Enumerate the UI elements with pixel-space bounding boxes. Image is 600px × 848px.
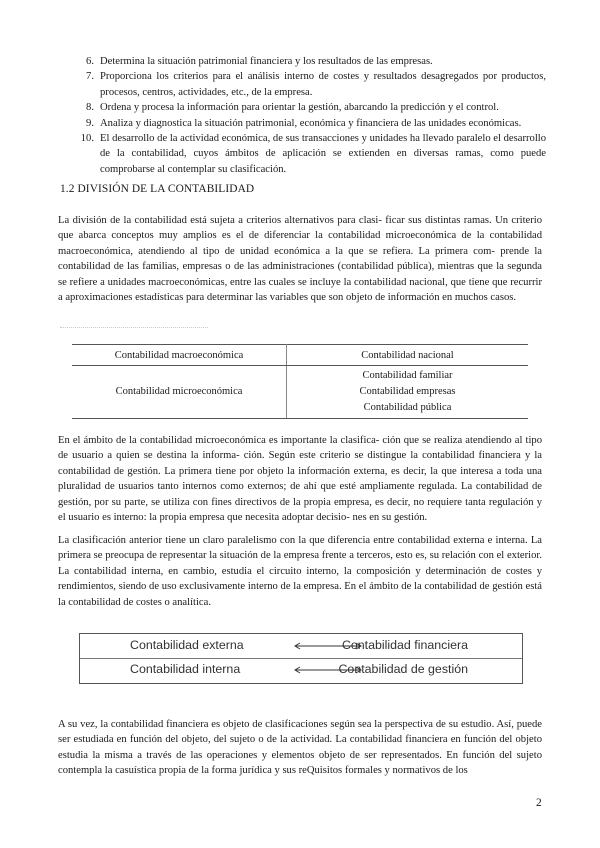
- list-item-text: Ordena y procesa la información para orientar la gestión, abarcando la predicción y el control.: [100, 102, 499, 114]
- list-item: [76, 131, 546, 177]
- paragraph-division: La división de la contabilidad está sujeta a criterios alternativos para clasi- ficar sus distintas ramas. Un criterio que abarca conceptos muy amplios es el de diferenciar la contabilidad microeconómica de la contabilidad macroeconómica, atendiendo al tipo de unidad económica a la que se refiera. La primera com- prende la contabilidad de las familias, empresas o de las administraciones (contabilidad pública), mientras que la segunda se refiere a unidades macroeconómicas, entre las cuales se incluye la contabilidad nacional, que tiene que recurrir a aproximaciones estadísticas para determinar las variables que son objeto de información en muchos casos.: [58, 215, 542, 304]
- numbered-list: [76, 54, 546, 177]
- table-cell-micro-values: [287, 366, 529, 419]
- table-row: [72, 366, 528, 419]
- list-item: [76, 116, 546, 131]
- cell-externa: Contabilidad externa: [130, 638, 244, 652]
- list-item-text: El desarrollo de la actividad económica, de sus transacciones y unidades ha llevado paralelo el desarrollo de la contabilidad, cuyos ámbitos de aplicación se extienden en diversas ramas, como puede comprobarse al contemplar su clasificación.: [100, 133, 546, 175]
- table-cell-macro-value: Contabilidad nacional: [287, 345, 529, 366]
- cell-financiera: Contabilidad financiera: [341, 638, 468, 652]
- macro-micro-table: [72, 344, 528, 419]
- list-item-number: 8.: [86, 102, 94, 114]
- micro-value-familiar: Contabilidad familiar: [362, 370, 453, 381]
- list-item-number: 9.: [86, 117, 94, 129]
- page-number: 2: [536, 797, 542, 809]
- list-item: [76, 69, 546, 100]
- list-item-number: 7.: [86, 71, 94, 83]
- dotted-divider: [60, 327, 208, 328]
- externa-interna-table: [79, 633, 523, 684]
- list-item-text: Analiza y diagnostica la situación patrimonial, económica y financiera de las unidades económicas.: [100, 117, 522, 129]
- list-item-number: 10.: [80, 133, 94, 145]
- cell-interna: Contabilidad interna: [130, 662, 241, 676]
- micro-value-publica: Contabilidad pública: [363, 402, 452, 413]
- cell-gestion: Contabilidad de gestión: [338, 662, 468, 676]
- list-item: [76, 100, 546, 115]
- section-heading: 1.2 DIVISIÓN DE LA CONTABILIDAD: [60, 183, 255, 195]
- list-item: [76, 54, 546, 69]
- paragraph-externa-interna: La clasificación anterior tiene un claro paralelismo con la que diferencia entre contabilidad externa e interna. La primera se preocupa de representar la situación de la empresa frente a terceros, esto es, su relación con el exterior. La contabilidad interna, en cambio, estudia el circuito interno, la composición y determinación de costes y rendimientos, siendo de uso exclusivamente interno de la empresa. En el ámbito de la contabilidad de gestión está la contabilidad de costes o analítica.: [58, 535, 542, 608]
- list-item-text: Determina la situación patrimonial financiera y los resultados de las empresas.: [100, 56, 433, 67]
- micro-value-empresas: Contabilidad empresas: [359, 386, 456, 397]
- list-item-text: Proporciona los criterios para el análisis interno de costes y resultados desagregados por productos, procesos, centros, actividades, etc., de la empresa.: [100, 71, 546, 98]
- table-row: [80, 634, 522, 659]
- table-cell-macro-label: Contabilidad macroeconómica: [72, 345, 287, 366]
- paragraph-microeconomica: En el ámbito de la contabilidad microeconómica es importante la clasifica- ción que se realiza atendiendo al tipo de usuario a quien se destina la informa- ción. Según este criterio se distingue la contabilidad financiera y la contabilidad de gestión. La primera tiene por objeto la información externa, es decir, la que interesa a toda una pluralidad de usuarios tanto internos como externos; de ahí que esté ampliamente regulada. La contabilidad de gestión, por su parte, se utiliza con fines directivos de la propia empresa, es decir, no requiere tanta regulación y el usuario es interno: la propia empresa que necesita adoptar decisio- nes en su gestión.: [58, 435, 542, 524]
- table-cell-micro-label: Contabilidad microeconómica: [72, 366, 287, 419]
- list-item-number: 6.: [86, 56, 94, 67]
- table-row: [72, 345, 528, 366]
- table-row: [80, 658, 522, 682]
- paragraph-financiera: A su vez, la contabilidad financiera es objeto de clasificaciones según sea la perspectiva de su estudio. Así, puede ser estudiada en función del objeto, del sujeto o de la actividad. La contabilidad financiera en función del objeto estudia la misma a través de las operaciones y elementos objeto de ser representados. En función del sujeto contempla la casuística propia de la forma jurídica y sus reQuisitos formales y normativos de los: [58, 719, 542, 777]
